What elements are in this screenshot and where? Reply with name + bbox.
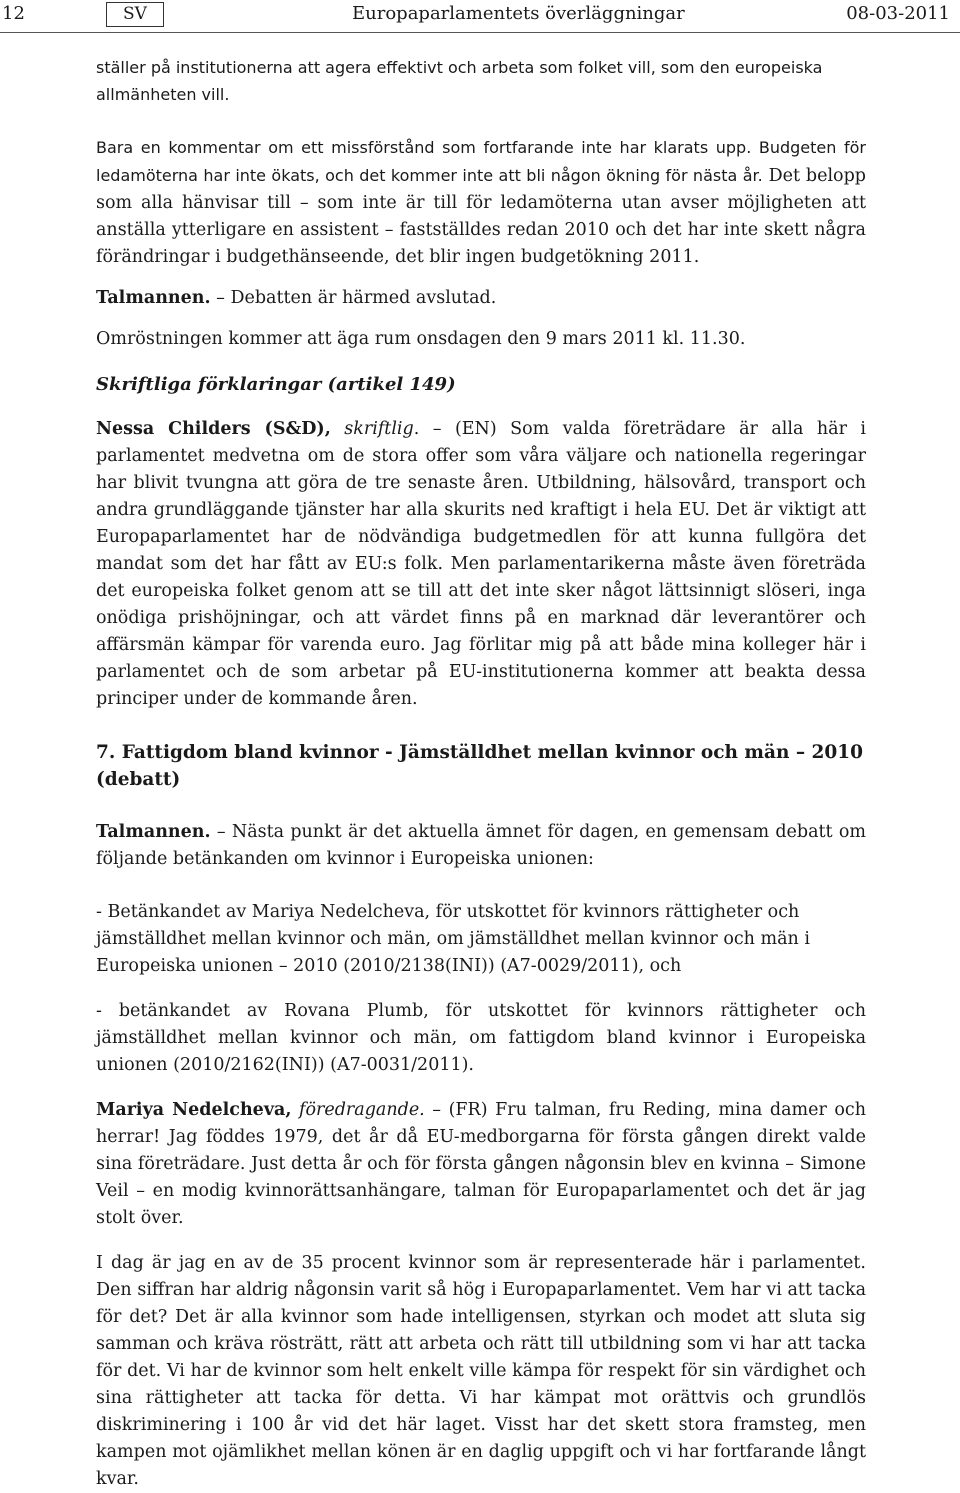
document-body (96, 54, 866, 1493)
speaker-role: skriftlig (344, 419, 414, 439)
paragraph-final: I dag är jag en av de 35 procent kvinnor som är representerade här i parlamentet. Den siffran har aldrig någonsin varit så hög i Europaparlamentet. Vem har vi att tacka för det? Det är alla kvinnor som hade intelligensen, styrkan och modet att sluta sig samman och kräva rösträtt, rätt att arbeta och rätt till utbildning som vi har att tacka för det. Vi har de kvinnor som helt enkelt ville kämpa för respekt för sin värdighet och sina rättigheter att tacka för detta. Vi har kämpat mot orättvis och grundlös diskriminering i 100 år vid det här laget. Visst har det skett stora framsteg, men kampen mot ojämlikhet mellan könen är en daglig uppgift och vi har fortfarande långt kvar. (96, 1253, 866, 1489)
report-item-2: - betänkandet av Rovana Plumb, för utskottet för kvinnors rättigheter och jämställdhet mellan kvinnor och män, om fattigdom bland kvinnor i Europeiska unionen (2010/2162(INI)) (A7-0031/2011). (96, 1001, 866, 1075)
speaker-name: Nessa Childers (S&D), (96, 419, 331, 439)
speaker-role: föredragande. (298, 1100, 425, 1120)
header-date: 08-03-2011 (846, 3, 950, 24)
speech-text: – Debatten är härmed avslutad. (210, 288, 497, 308)
president-statement-2 (96, 819, 866, 873)
page-number: 12 (2, 3, 25, 24)
vote-announcement: Omröstningen kommer att äga rum onsdagen den 9 mars 2011 kl. 11.30. (96, 329, 746, 349)
report-item-1: - Betänkandet av Mariya Nedelcheva, för utskottet för kvinnors rättigheter och jämställdhet mellan kvinnor och män, om jämställdhet mellan kvinnor och män i Europeiska unionen – 2010 (2010/2138(INI)) (A7-0029/2011), och (96, 902, 810, 976)
speaker-name: Mariya Nedelcheva, (96, 1100, 292, 1120)
page-header (0, 0, 960, 34)
speech-text: – Nästa punkt är det aktuella ämnet för dagen, en gemensam debatt om följande betänkanden om kvinnor i Europeiska unionen: (96, 822, 866, 869)
agenda-item-heading: 7. Fattigdom bland kvinnor - Jämställdhet mellan kvinnor och män – 2010 (debatt) (96, 742, 864, 790)
speaker-name: Talmannen. (96, 822, 211, 842)
speech-text: . – (EN) Som valda företrädare är alla här i parlamentet medvetna om de stora offer som våra väljare och nationella regeringar har blivit tvungna att göra de tre senaste åren. Utbildning, hälsovård, transport och andra grundläggande tjänster har alla skurits ned kraftigt i hela EU. Det är viktigt att Europaparlamentet har de nödvändiga budgetmedlen för att kunna fullgöra det mandat som det har fått av EU:s folk. Men parlamentarikerna måste även företräda det europeiska folket genom att se till att det inte sker något lättsinnigt slöseri, inga onödiga prishöjningar, och att värdet finns på en marknad där leverantörer och affärsmän kämpar för varenda euro. Jag förlitar mig på att både mina kolleger här i parlamentet och de som arbetar på EU-institutionerna kommer att beakta dessa principer under de kommande åren. (96, 419, 867, 709)
statement-nedelcheva (96, 1097, 866, 1232)
section-heading-written: Skriftliga förklaringar (artikel 149) (96, 374, 456, 395)
speaker-name: Talmannen. (96, 288, 211, 308)
paragraph-budget-part1: Bara en kommentar om ett missförstånd som fortfarande inte har klarats upp. Budgeten för ledamöterna har inte ökats, och det kommer inte att bli någon ökning för nästa år. (96, 138, 866, 185)
paragraph-budget-part2: Det belopp som alla hänvisar till – som inte är till för ledamöterna utan avser möjligheten att anställa ytterligare en assistent – fastställdes redan 2010 och det har inte skett några förändringar i budgethänseende, det blir ingen budgetökning 2011. (96, 166, 866, 267)
paragraph-continuation: ställer på institutionerna att agera effektivt och arbeta som folket vill, som den europeiska allmänheten vill. (96, 58, 823, 104)
language-badge: SV (106, 2, 164, 27)
running-title: Europaparlamentets överläggningar (352, 3, 685, 24)
paragraph-budget (96, 134, 866, 271)
statement-childers (96, 416, 866, 713)
president-statement-1 (96, 285, 866, 312)
speech-text: – (FR) Fru talman, fru Reding, mina damer och herrar! Jag föddes 1979, det år då EU-medborgarna för första gången direkt valde sina företrädare. Just detta år och för första gången någonsin blev en kvinna – Simone Veil – en modig kvinnorättsanhängare, talman för Europaparlamentet och det är jag stolt över. (96, 1100, 866, 1228)
header-divider (0, 32, 960, 33)
